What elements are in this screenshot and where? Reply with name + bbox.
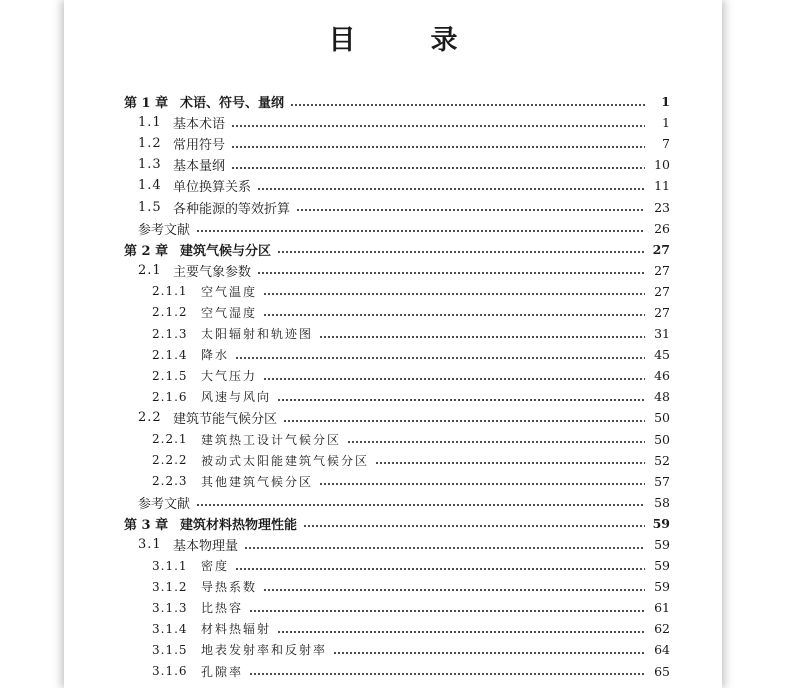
toc-entry-number: 2.2 [138, 410, 162, 426]
toc-entry-title: 降水 [201, 348, 230, 363]
toc-page-number: 10 [654, 157, 670, 173]
toc-entry-label [138, 113, 225, 132]
toc-page-number: 65 [654, 663, 670, 679]
toc-entry-title: 导热系数 [201, 580, 258, 595]
toc-chapter-entry[interactable] [64, 239, 722, 260]
toc-entry-title: 各种能源的等效折算 [173, 201, 291, 217]
toc-entry-label [152, 620, 271, 637]
dot-leader [296, 201, 645, 213]
toc-entry-number: 2.1.1 [152, 284, 188, 299]
toc-entry-number: 1.1 [138, 115, 162, 131]
toc-entry-label [152, 641, 327, 658]
toc-entry[interactable] [64, 661, 722, 682]
toc-entry[interactable] [64, 555, 722, 576]
toc-entry-number: 3.1.2 [152, 579, 188, 594]
toc-entry-number: 1.2 [138, 136, 162, 152]
toc-chapter-entry[interactable] [64, 513, 722, 534]
toc-entry-title: 参考文献 [138, 222, 191, 238]
toc-entry-label [138, 493, 190, 512]
toc-entry-label [124, 240, 271, 259]
toc-entry[interactable] [64, 639, 722, 660]
dot-leader [196, 496, 645, 508]
toc-entry[interactable] [64, 112, 722, 133]
toc-entry-number: 2.1.3 [152, 326, 188, 341]
toc-entry-number: 3.1.1 [152, 558, 188, 573]
toc-entry-label [138, 198, 290, 217]
toc-page-number: 50 [654, 410, 670, 426]
toc-entry-label [152, 557, 229, 574]
dot-leader [231, 159, 645, 171]
toc-entry-title: 常用符号 [173, 138, 226, 154]
toc-page-number: 62 [654, 621, 670, 637]
toc-entry-number: 2.1.6 [152, 389, 188, 404]
toc-entry-number: 3.1.3 [152, 600, 188, 615]
dot-leader [375, 454, 645, 466]
dot-leader [235, 560, 645, 572]
toc-entry-title: 材料热辐射 [201, 622, 272, 637]
toc-page-number: 50 [654, 431, 670, 447]
toc-entry[interactable] [64, 154, 722, 175]
toc-entry-title: 术语、符号、量纲 [180, 96, 285, 112]
toc-entry-label [152, 346, 229, 363]
toc-page-number: 59 [654, 579, 670, 595]
toc-page-number: 27 [654, 283, 670, 299]
toc-entry-label [152, 599, 243, 616]
toc-entry-label [152, 431, 341, 448]
dot-leader [283, 412, 645, 424]
toc-entry-label [138, 408, 277, 427]
toc-entry[interactable] [64, 597, 722, 618]
dot-leader [257, 264, 645, 276]
toc-page-number: 31 [654, 326, 670, 342]
toc-entry-number: 2.1.2 [152, 305, 188, 320]
toc-entry-label [138, 155, 225, 174]
toc-entry-number: 第 3 章 [124, 517, 169, 533]
toc-page-number: 27 [654, 304, 670, 320]
dot-leader [263, 306, 645, 318]
toc-entry-label [138, 134, 225, 153]
dot-leader [263, 285, 645, 297]
dot-leader [231, 117, 645, 129]
toc-entry-title: 建筑节能气候分区 [173, 412, 278, 428]
dot-leader [277, 623, 645, 635]
dot-leader [235, 349, 645, 361]
toc-page-number: 52 [654, 452, 670, 468]
dot-leader [263, 370, 645, 382]
toc-page-number: 58 [654, 494, 670, 510]
toc-page-number: 48 [654, 389, 670, 405]
toc-entry-number: 2.2.2 [152, 453, 188, 468]
toc-entry-number: 2.2.3 [152, 474, 188, 489]
toc-entry-title: 被动式太阳能建筑气候分区 [201, 453, 370, 468]
toc-entry-number: 3.1.5 [152, 642, 188, 657]
toc-entry-title: 太阳辐射和轨迹图 [201, 327, 314, 342]
toc-page-number: 7 [662, 136, 670, 152]
dot-leader [333, 644, 645, 656]
toc-entry[interactable] [64, 260, 722, 281]
toc-page-number: 64 [654, 642, 670, 658]
toc-entry-title: 空气湿度 [201, 305, 258, 320]
toc-entry-title: 建筑材料热物理性能 [180, 517, 298, 533]
toc-page-number: 61 [654, 600, 670, 616]
toc-entry-label [138, 535, 238, 554]
toc-entry[interactable] [64, 281, 722, 302]
toc-entry-title: 孔隙率 [201, 664, 244, 679]
toc-entry[interactable] [64, 450, 722, 471]
toc-entry-label [138, 219, 190, 238]
toc-entry[interactable] [64, 175, 722, 196]
toc-entry-number: 2.2.1 [152, 432, 188, 447]
toc-page-number: 46 [654, 368, 670, 384]
dot-leader [277, 391, 645, 403]
toc-entry-label [152, 283, 257, 300]
toc-entry-label [152, 578, 257, 595]
toc-entry-label [152, 367, 257, 384]
toc-entry-label [152, 452, 369, 469]
dot-leader [249, 665, 645, 677]
page-title: 目 录 [328, 25, 482, 56]
toc-entry-title: 大气压力 [201, 369, 258, 384]
toc-entry-title: 主要气象参数 [173, 264, 252, 280]
dot-leader [319, 475, 645, 487]
toc-page-number: 59 [654, 537, 670, 553]
document-page [64, 0, 722, 688]
toc-entry-title: 单位换算关系 [173, 180, 252, 196]
toc-entry-title: 建筑气候与分区 [180, 243, 272, 259]
toc-entry[interactable] [64, 365, 722, 386]
dot-leader [244, 539, 645, 551]
toc-entry-title: 密度 [201, 559, 230, 574]
toc-page-number: 1 [662, 115, 670, 131]
dot-leader [196, 222, 645, 234]
toc-entry-title: 地表发射率和反射率 [201, 643, 328, 658]
toc-entry-title: 基本量纲 [173, 159, 226, 175]
toc-entry[interactable] [64, 323, 722, 344]
toc-entry-label [138, 176, 251, 195]
dot-leader [319, 328, 645, 340]
toc-entry-title: 建筑热工设计气候分区 [201, 432, 342, 447]
toc-entry-title: 参考文献 [138, 496, 191, 512]
toc-entry[interactable] [64, 344, 722, 365]
toc-entry-number: 3.1.4 [152, 621, 188, 636]
toc-entry[interactable] [64, 407, 722, 428]
toc-entry-number: 第 2 章 [124, 243, 169, 259]
dot-leader [263, 581, 645, 593]
toc-entry[interactable] [64, 576, 722, 597]
toc-page-number: 1 [661, 94, 670, 110]
toc-entry[interactable] [64, 534, 722, 555]
toc-entry-label [152, 388, 271, 405]
toc-entry-number: 1.5 [138, 199, 162, 215]
toc-page-number: 23 [654, 199, 670, 215]
toc-entry[interactable] [64, 471, 722, 492]
toc-entry[interactable] [64, 218, 722, 239]
toc-entry-title: 风速与风向 [201, 390, 272, 405]
toc-entry-number: 1.4 [138, 178, 162, 194]
toc-entry-title: 空气温度 [201, 284, 258, 299]
dot-leader [257, 180, 645, 192]
toc-entry-number: 3.1 [138, 537, 162, 553]
toc-entry-label [152, 304, 257, 321]
dot-leader [303, 517, 645, 529]
toc-page-number: 27 [654, 262, 670, 278]
toc-entry-label [124, 92, 284, 111]
toc-entry[interactable] [64, 386, 722, 407]
toc-entry[interactable] [64, 196, 722, 217]
toc-page-number: 27 [652, 241, 670, 257]
toc-entry-label [152, 473, 313, 490]
toc-entry[interactable] [64, 429, 722, 450]
toc-page-number: 57 [654, 473, 670, 489]
toc-entry-title: 基本物理量 [173, 539, 239, 555]
toc-entry-label [152, 663, 243, 680]
toc-page-number: 26 [654, 220, 670, 236]
toc-page-number: 59 [652, 515, 670, 531]
dot-leader [249, 602, 645, 614]
toc-entry-number: 2.1.4 [152, 347, 188, 362]
toc-entry-label [138, 261, 251, 280]
toc-entry[interactable] [64, 492, 722, 513]
toc-entry-title: 基本术语 [173, 117, 226, 133]
toc-entry-label [124, 514, 297, 533]
toc-page-number: 59 [654, 558, 670, 574]
toc-entry[interactable] [64, 618, 722, 639]
dot-leader [277, 243, 645, 255]
toc-page-number: 11 [654, 178, 670, 194]
dot-leader [347, 433, 645, 445]
toc-entry-title: 其他建筑气候分区 [201, 474, 314, 489]
toc-entry-number: 第 1 章 [124, 96, 169, 112]
table-of-contents [64, 91, 722, 682]
dot-leader [290, 96, 645, 108]
toc-entry[interactable] [64, 302, 722, 323]
dot-leader [231, 138, 645, 150]
toc-entry-title: 比热容 [201, 601, 244, 616]
toc-entry-number: 2.1.5 [152, 368, 188, 383]
toc-entry[interactable] [64, 133, 722, 154]
toc-entry-number: 3.1.6 [152, 664, 188, 679]
toc-chapter-entry[interactable] [64, 91, 722, 112]
toc-entry-label [152, 325, 313, 342]
toc-entry-number: 2.1 [138, 262, 162, 278]
toc-page-number: 45 [654, 347, 670, 363]
toc-entry-number: 1.3 [138, 157, 162, 173]
